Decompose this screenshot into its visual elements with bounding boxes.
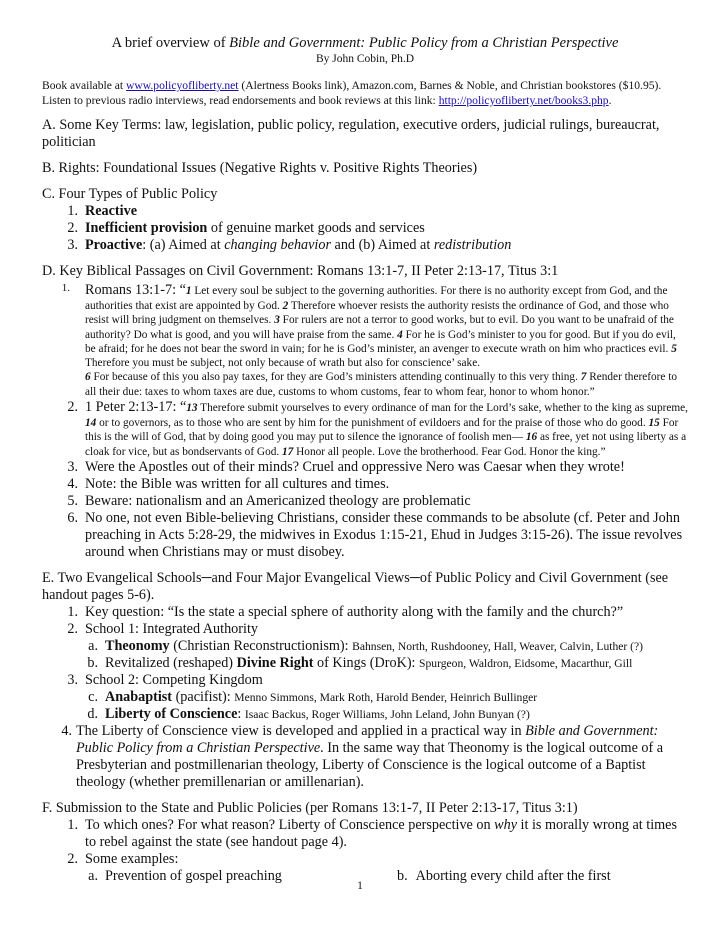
policyofliberty-link[interactable]: www.policyofliberty.net bbox=[126, 79, 239, 92]
list-item: 5. Beware: nationalism and an Americanized theology are problematic bbox=[67, 492, 471, 509]
books-page-link[interactable]: http://policyofliberty.net/books3.php bbox=[438, 94, 609, 107]
list-item: 3. Proactive: (a) Aimed at changing behavior and (b) Aimed at redistribution bbox=[67, 237, 512, 253]
section-d-heading: D. Key Biblical Passages on Civil Government: Romans 13:1-7, II Peter 2:13-17, Titus 3:1 bbox=[42, 263, 559, 279]
list-item: 1. To which ones? For what reason? Liberty of Conscience perspective on why it is morally wrong at times to rebel against the state (see handout page 4). bbox=[67, 816, 677, 850]
list-item: 1. Reactive bbox=[67, 203, 137, 219]
section-c-heading: C. Four Types of Public Policy bbox=[42, 186, 218, 202]
list-item: a. Theonomy (Christian Reconstructionism): Bahnsen, North, Rushdooney, Hall, Weaver, Calvin, Luther (?) bbox=[88, 637, 644, 654]
section-f bbox=[42, 800, 688, 885]
intro-paragraph bbox=[42, 78, 688, 108]
list-item: d. Liberty of Conscience: Isaac Backus, Roger Williams, John Leland, John Bunyan (?) bbox=[87, 705, 530, 722]
list-item: 6. No one, not even Bible-believing Christians, consider these commands to be absolute (cf. Peter and John preaching in Acts 5:28-29, the midwives in Exodus 1:15-21, Ehud in Judges 3:15-26). The issue revolves around when Christians may or must disobey. bbox=[67, 509, 683, 560]
list-item: 2. Inefficient provision of genuine market goods and services bbox=[67, 220, 425, 236]
list-item: 3. Were the Apostles out of their minds? Cruel and oppressive Nero was Caesar when they wrote! bbox=[67, 458, 625, 475]
list-item: 4. Note: the Bible was written for all cultures and times. bbox=[67, 475, 390, 492]
document-title: A brief overview of Bible and Government: Public Policy from a Christian Perspective bbox=[111, 35, 619, 51]
section-b: B. Rights: Foundational Issues (Negative Rights v. Positive Rights Theories) bbox=[42, 160, 478, 176]
list-item: 2. Some examples: bbox=[67, 850, 179, 867]
byline: By John Cobin, Ph.D bbox=[315, 53, 415, 65]
intro-line-1: Book available at www.policyofliberty.net (Alertness Books link), Amazon.com, Barnes & Noble, and Christian bookstores ($10.95). bbox=[42, 79, 662, 92]
list-item: a. Prevention of gospel preaching bbox=[88, 867, 282, 884]
list-item: c. Anabaptist (pacifist): Menno Simmons, Mark Roth, Harold Bender, Heinrich Bullinger bbox=[88, 688, 538, 705]
page-number: 1 bbox=[357, 880, 363, 892]
list-item: 2. School 1: Integrated Authority bbox=[67, 620, 258, 637]
section-a: A. Some Key Terms: law, legislation, public policy, regulation, executive orders, judicial rulings, bureaucrat, politician bbox=[42, 117, 660, 150]
section-f-heading: F. Submission to the State and Public Policies (per Romans 13:1-7, II Peter 2:13-17, Titus 3:1) bbox=[42, 799, 578, 816]
peter-passage: 2. 1 Peter 2:13-17: “13 Therefore submit yourselves to every ordinance of man for the Lord’s sake, whether to the king as supreme, 14 or to governors, as to those who are sent by him for the punishment of evildoers and for the praise of those who do good. 15 For this is the will of God, that by doing good you may put to silence the ignorance of foolish men— 16 as free, yet not using liberty as a cloak for vice, but as bondservants of God. 17 Honor all people. Love the brotherhood. Fear God. Honor the king.” bbox=[67, 399, 688, 458]
romans-passage: 1. Romans 13:1-7: “1 Let every soul be subject to the governing authorities. For there is no authority except from God, and the authorities that exist are appointed by God. 2 Therefore whoever resists the authority resists the ordinance of God, and those who resist will bring judgment on themselves. 3 For rulers are not a terror to good works, but to evil. Do you want to be unafraid of the authority? Do what is good, and you will have praise from the same. 4 For he is God’s minister to you for good. But if you do evil, be afraid; for he does not bear the sword in vain; for he is God’s minister, an avenger to execute wrath on him who practices evil. 5 Therefore you must be subject, not only because of wrath but also for conscience’ sake. 6 For because of this you also pay taxes, for they are God’s ministers attending continually to this very thing. 7 Render therefore to all their due: taxes to whom taxes are due, customs to whom customs, fear to whom fear, honor to whom honor.” bbox=[61, 282, 678, 398]
section-d bbox=[42, 263, 688, 561]
document-page bbox=[42, 34, 688, 885]
section-c bbox=[42, 186, 688, 254]
list-item: b. Aborting every child after the first bbox=[397, 867, 611, 884]
list-item: 4. The Liberty of Conscience view is developed and applied in a practical way in Bible and Government: Public Policy from a Christian Perspective. In the same way that Theonomy is the logical outcome of a Presbyterian and postmillenarian theology, Liberty of Conscience is the logical outcome of a Baptist theology (whether premillenarian or amillenarian). bbox=[61, 722, 664, 790]
section-e-heading: E. Two Evangelical Schools─and Four Major Evangelical Views─of Public Policy and Civil Government (see handout pages 5-6). bbox=[42, 569, 669, 603]
list-item: 1. Key question: “Is the state a special sphere of authority along with the family and the church?” bbox=[67, 603, 624, 620]
intro-line-2: Listen to previous radio interviews, read endorsements and book reviews at this link: http://policyofliberty.net/books3.php. bbox=[42, 94, 612, 107]
section-e bbox=[42, 570, 688, 791]
list-item: 3. School 2: Competing Kingdom bbox=[67, 671, 263, 688]
list-item: b. Revitalized (reshaped) Divine Right of Kings (DroK): Spurgeon, Waldron, Eidsome, Macarthur, Gill bbox=[87, 654, 633, 671]
